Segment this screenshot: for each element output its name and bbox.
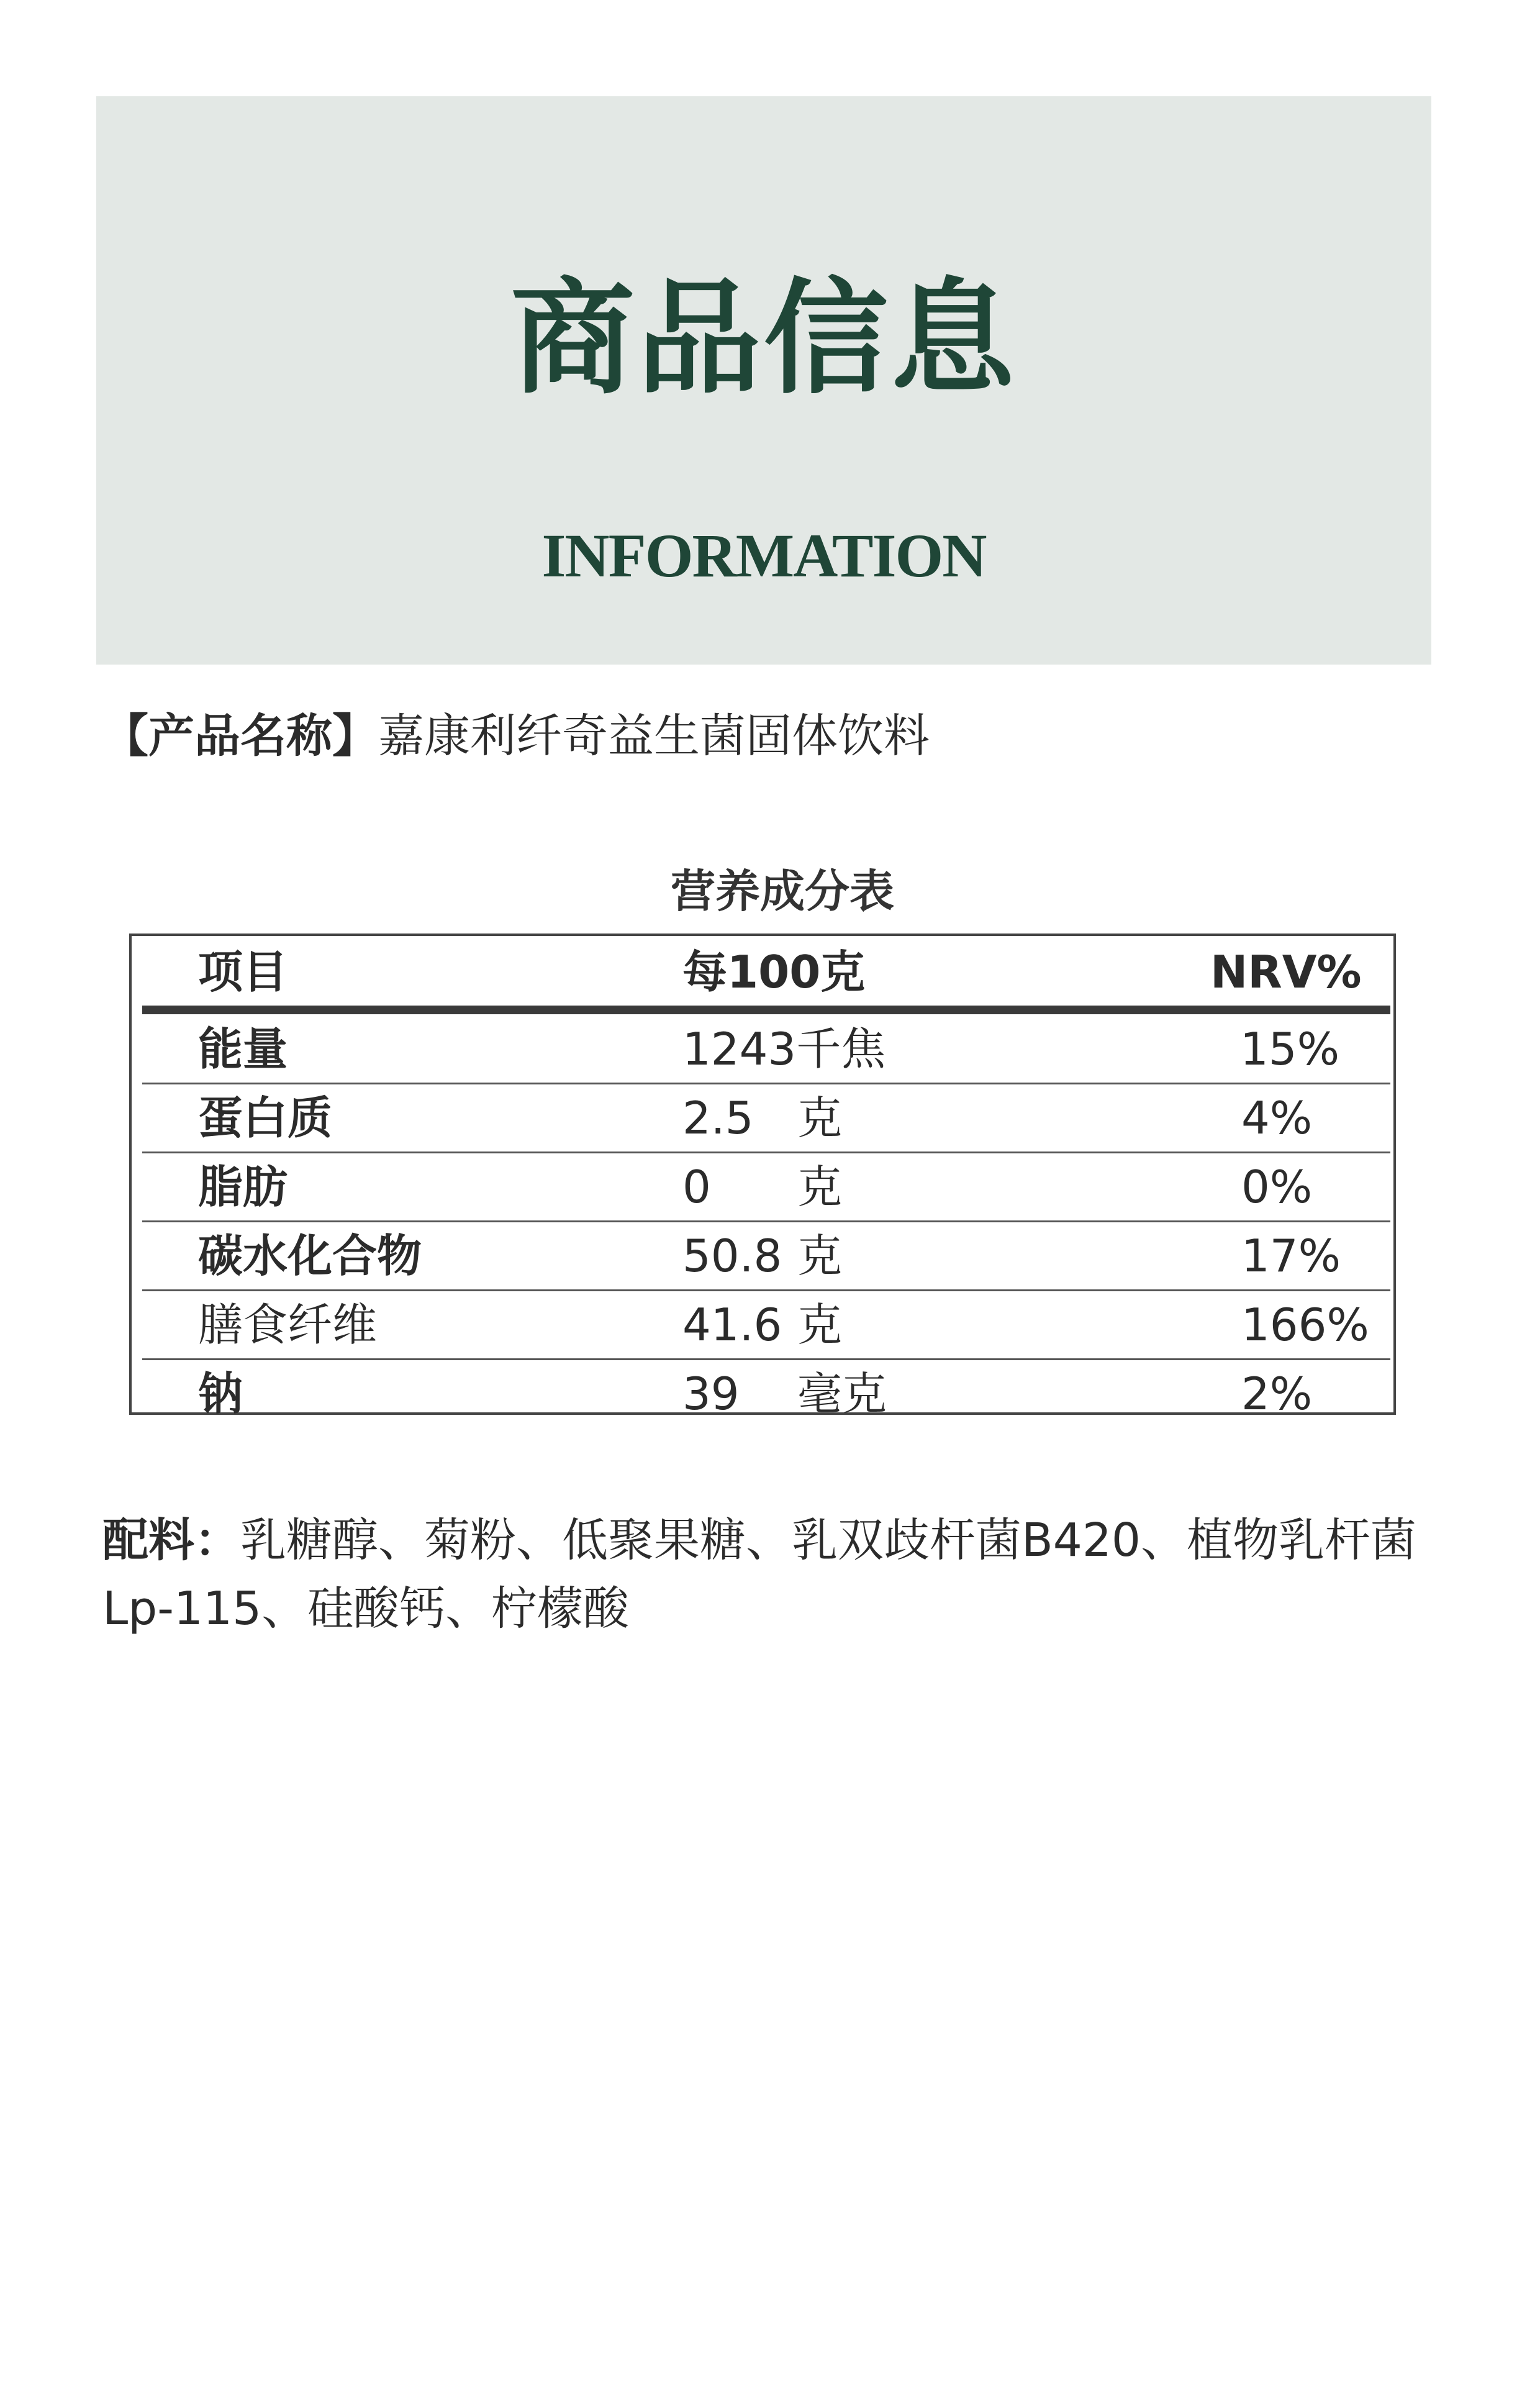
row-amount: 0 (682, 1161, 711, 1213)
info-banner (96, 96, 1431, 665)
row-unit: 克 (797, 1230, 843, 1282)
row-item: 钠 (198, 1368, 243, 1420)
row-item: 膳食纤维 (198, 1299, 378, 1351)
row-nrv: 166% (1241, 1299, 1369, 1351)
product-name-label: 【产品名称】 (102, 709, 378, 763)
ingredients-value: 乳糖醇、菊粉、低聚果糖、乳双歧杆菌B420、植物乳杆菌Lp-115、硅酸钙、柠檬酸 (102, 1514, 1417, 1635)
row-nrv: 15% (1240, 1023, 1340, 1075)
row-item: 脂肪 (198, 1161, 288, 1213)
banner-subtitle: INFORMATION (541, 521, 986, 590)
table-row-sodium (142, 1360, 1384, 1427)
table-row-protein (142, 1084, 1384, 1152)
row-amount: 50.8 (682, 1230, 782, 1282)
nutrition-table-title: 营养成分表 (670, 865, 894, 917)
nutrition-table (129, 934, 1396, 1420)
row-unit: 克 (797, 1161, 843, 1213)
table-row-carbohydrate (142, 1222, 1384, 1289)
ingredients-label: 配料： (102, 1514, 240, 1567)
row-unit: 克 (797, 1092, 843, 1144)
header-item: 项目 (198, 946, 288, 998)
product-name-value: 嘉康利纤奇益生菌固体饮料 (378, 709, 930, 763)
header-per-100g: 每100克 (682, 946, 866, 998)
row-unit: 毫克 (797, 1368, 887, 1420)
table-row-fat (142, 1153, 1384, 1220)
row-nrv: 0% (1241, 1161, 1313, 1213)
header-nrv: NRV% (1210, 946, 1362, 998)
row-nrv: 17% (1241, 1230, 1341, 1282)
ingredients-paragraph (102, 1506, 1438, 1643)
header-divider (142, 1006, 1390, 1014)
row-item: 蛋白质 (198, 1092, 333, 1144)
table-header-row (142, 936, 1384, 1006)
row-amount: 2.5 (682, 1092, 754, 1144)
table-row-dietary-fiber (142, 1291, 1384, 1358)
row-nrv: 4% (1241, 1092, 1313, 1144)
row-amount: 1243千焦 (682, 1023, 886, 1075)
row-unit: 克 (797, 1299, 843, 1351)
banner-title: 商品信息 (510, 265, 1017, 411)
table-row-energy (142, 1015, 1384, 1083)
row-item: 碳水化合物 (198, 1230, 422, 1282)
row-amount: 39 (682, 1368, 740, 1420)
row-amount: 41.6 (682, 1299, 782, 1351)
row-nrv: 2% (1241, 1368, 1313, 1420)
product-name-line (102, 705, 930, 767)
row-item: 能量 (198, 1023, 288, 1075)
